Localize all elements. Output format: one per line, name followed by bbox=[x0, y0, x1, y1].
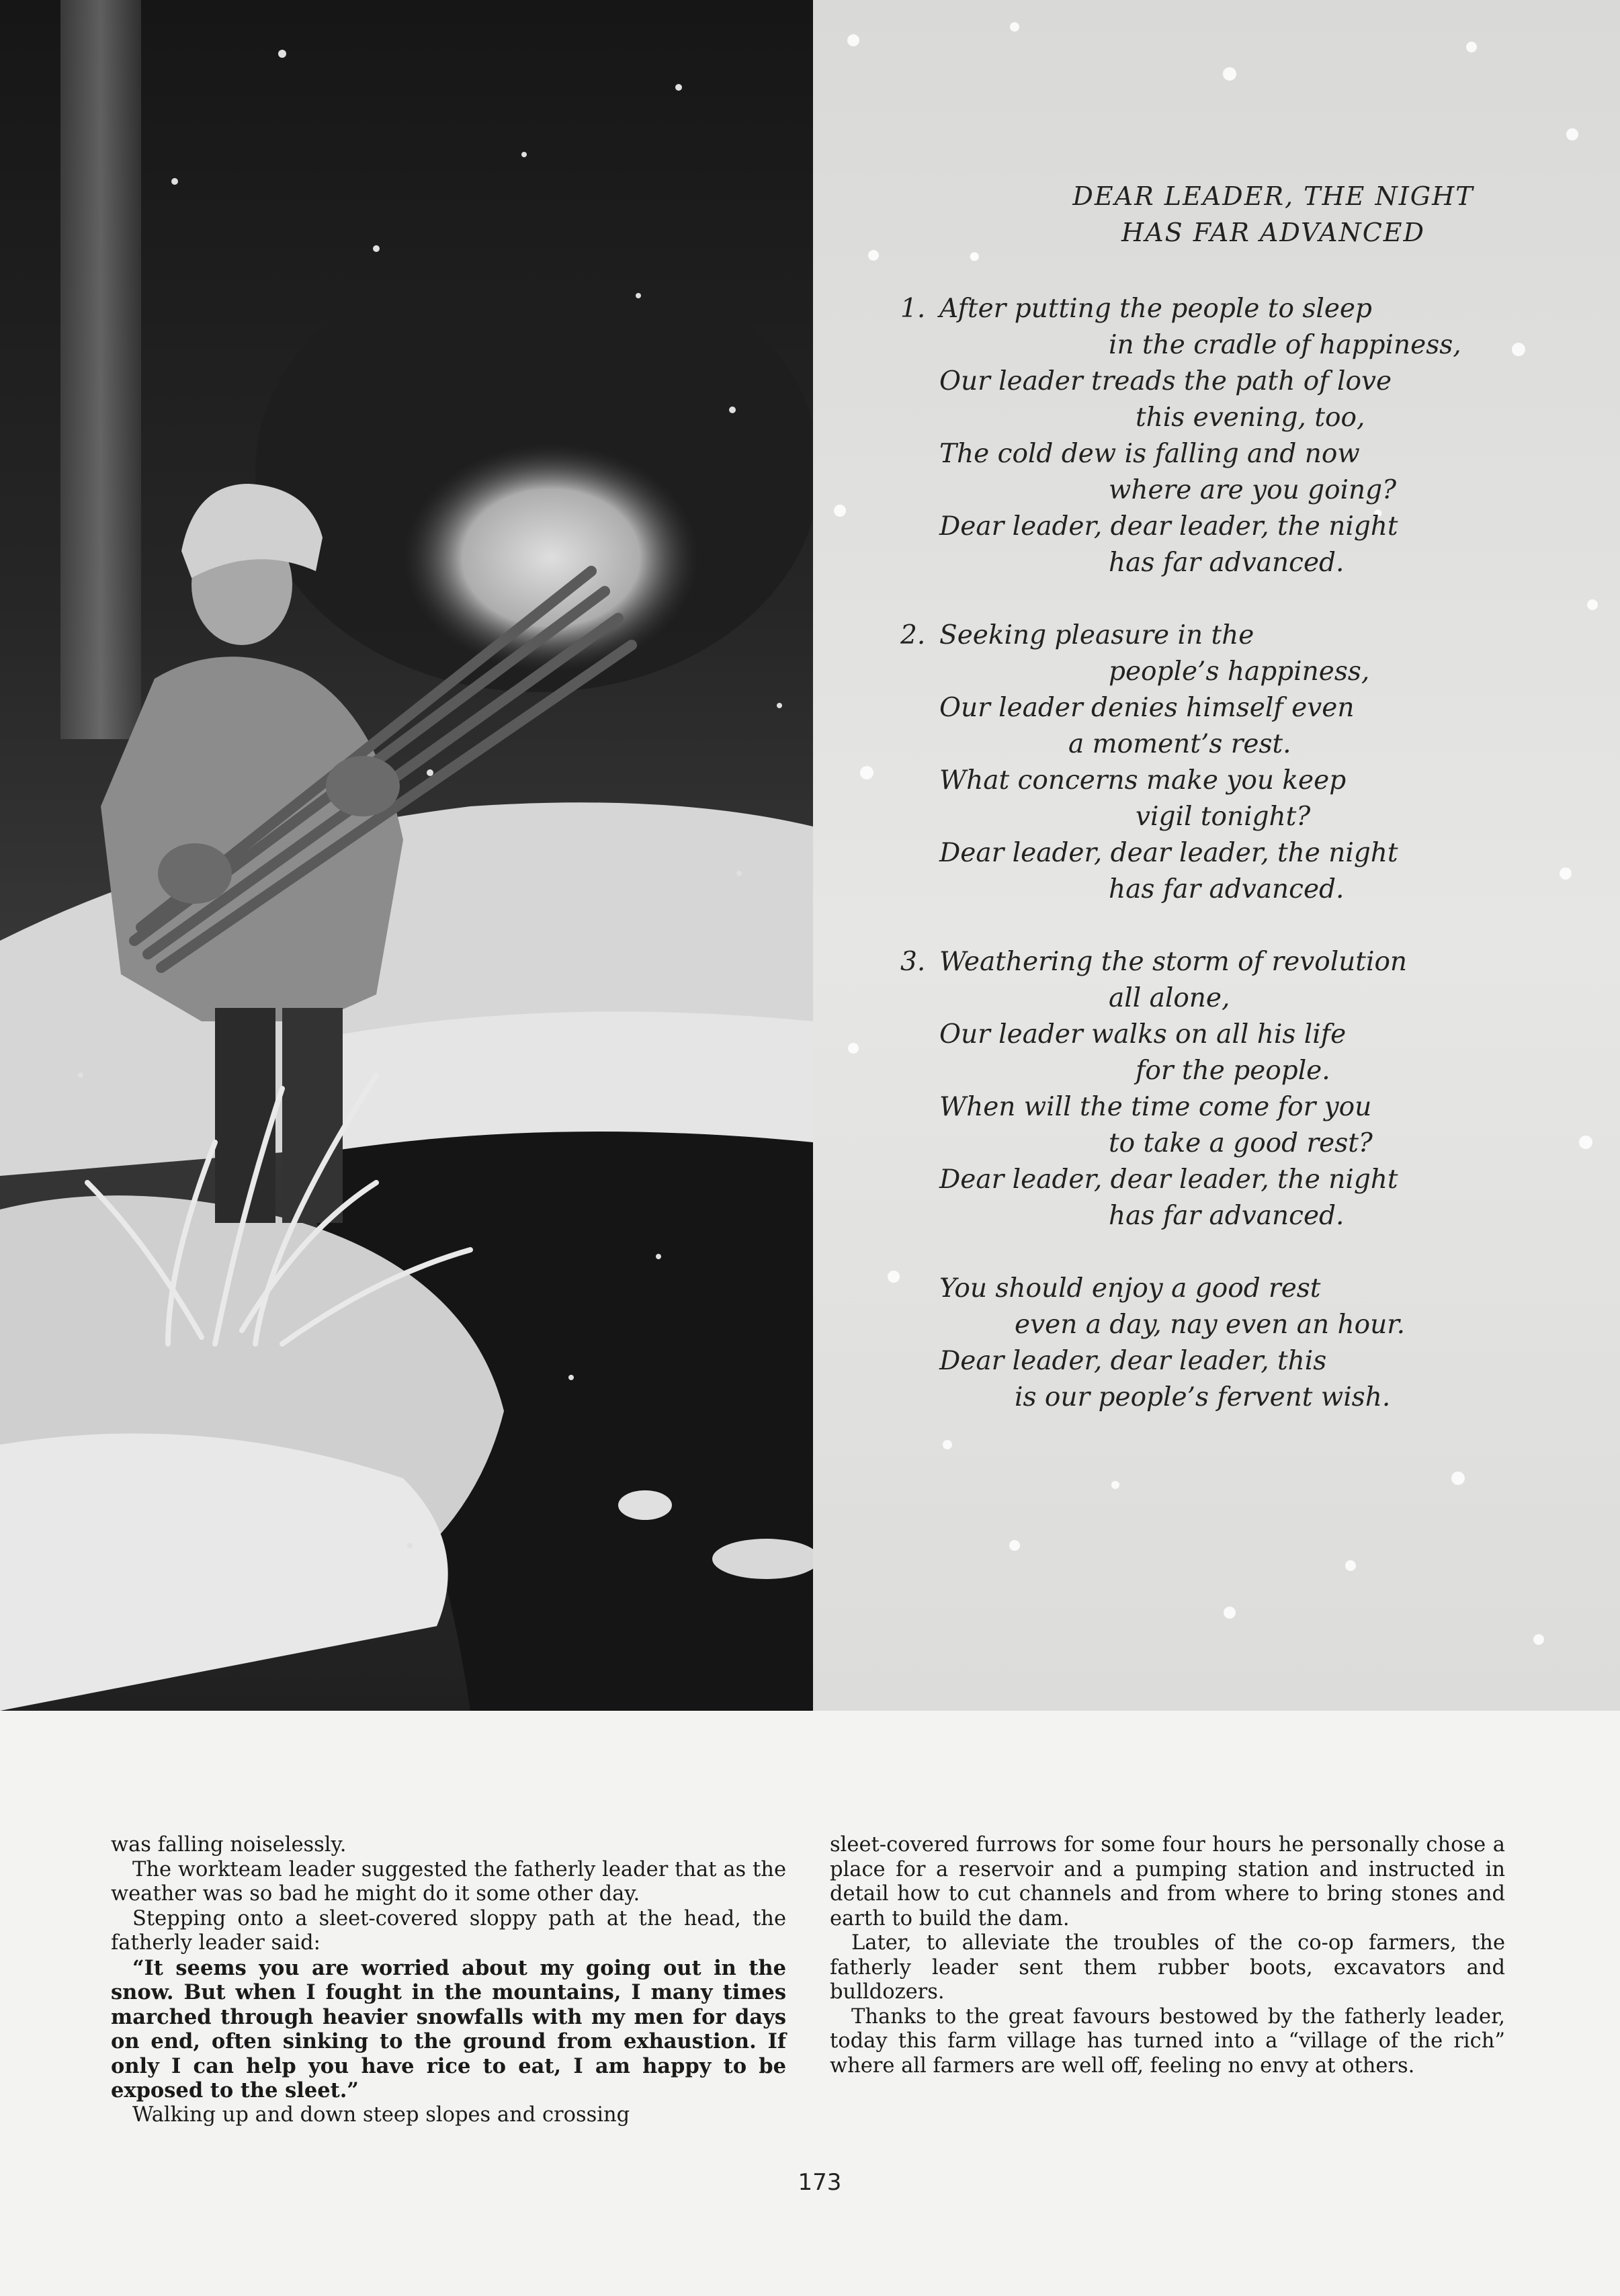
paragraph: Walking up and down steep slopes and crossing bbox=[132, 2102, 630, 2127]
paragraph: was falling noiselessly. bbox=[111, 1833, 347, 1857]
poem-line: all alone, bbox=[1109, 983, 1230, 1013]
poem-line: Our leader walks on all his life bbox=[939, 1019, 1347, 1050]
poem-coda bbox=[900, 1271, 1572, 1416]
poem-line: even a day, nay even an hour. bbox=[1015, 1310, 1405, 1340]
poem-line: You should enjoy a good rest bbox=[939, 1273, 1321, 1304]
stanza-1 bbox=[900, 291, 1572, 581]
poem-line: Dear leader, dear leader, the night bbox=[939, 838, 1398, 868]
poem-line: Dear leader, dear leader, the night bbox=[939, 1164, 1398, 1195]
paragraph: Later, to alleviate the troubles of the co-op farmers, the fatherly leader sent them rubber boots, excavators and bulldozers. bbox=[830, 1931, 1505, 2004]
poem-title-line: HAS FAR ADVANCED bbox=[1121, 218, 1425, 247]
poem-line: What concerns make you keep bbox=[939, 765, 1347, 796]
poem-line: The cold dew is falling and now bbox=[939, 439, 1360, 469]
paragraph: The workteam leader suggested the fatherly leader that as the weather was so bad he might do it some other day. bbox=[111, 1857, 786, 1906]
poem-line: to take a good rest? bbox=[1109, 1128, 1373, 1158]
poem-line: Dear leader, dear leader, the night bbox=[939, 511, 1398, 542]
poem-panel bbox=[813, 0, 1620, 1711]
poem-title-line: DEAR LEADER, THE NIGHT bbox=[1072, 181, 1474, 211]
stanza-2 bbox=[900, 618, 1572, 908]
paragraph: Stepping onto a sleet-covered sloppy path at the head, the fatherly leader said: bbox=[111, 1906, 786, 1955]
poem-line: Weathering the storm of revolution bbox=[939, 947, 1408, 977]
poem-line: has far advanced. bbox=[1109, 874, 1345, 904]
quote-paragraph: “It seems you are worried about my going out in the snow. But when I fought in the mountains, I many times marched through heavier snowfalls with my men for days on end, often sinking to the ground from exhaustion. If only I can help you have rice to eat, I am happy to be exposed to the sleet.” bbox=[111, 1955, 786, 2102]
poem-line: has far advanced. bbox=[1109, 1201, 1345, 1231]
poem-line: Our leader treads the path of love bbox=[939, 366, 1392, 396]
stanza-number: 2. bbox=[900, 620, 926, 650]
poem-line: Seeking pleasure in the bbox=[939, 620, 1254, 650]
poem-line: vigil tonight? bbox=[1136, 802, 1311, 832]
page-number: 173 bbox=[798, 2169, 842, 2196]
poem-line: this evening, too, bbox=[1136, 402, 1365, 433]
poem bbox=[900, 178, 1572, 1452]
poem-line: for the people. bbox=[1136, 1056, 1330, 1086]
body-column-left bbox=[111, 1833, 786, 2127]
body-column-right bbox=[830, 1833, 1505, 2078]
poem-line: people’s happiness, bbox=[1109, 656, 1370, 687]
painting-illustration bbox=[0, 0, 813, 1711]
poem-line: Our leader denies himself even bbox=[939, 693, 1355, 723]
poem-line: where are you going? bbox=[1109, 475, 1397, 505]
stanza-number: 3. bbox=[900, 947, 926, 977]
poem-title bbox=[974, 178, 1572, 251]
poem-line: After putting the people to sleep bbox=[939, 294, 1372, 324]
poem-line: has far advanced. bbox=[1109, 548, 1345, 578]
poem-line: in the cradle of happiness, bbox=[1109, 330, 1461, 360]
paragraph: sleet-covered furrows for some four hours he personally chose a place for a reservoir and a pumping station and instructed in detail how to cut channels and from where to bring stones and earth to build the dam. bbox=[830, 1833, 1505, 1930]
poem-line: is our people’s fervent wish. bbox=[1015, 1382, 1391, 1412]
paragraph: Thanks to the great favours bestowed by the fatherly leader, today this farm village has turned into a “village of the rich” where all farmers are well off, feeling no envy at others. bbox=[830, 2004, 1505, 2078]
stanza-3 bbox=[900, 944, 1572, 1234]
poem-line: When will the time come for you bbox=[939, 1092, 1372, 1122]
painting-man-carrying-firewood-in-snow bbox=[0, 0, 813, 1711]
poem-line: a moment’s rest. bbox=[1068, 729, 1291, 759]
poem-line: Dear leader, dear leader, this bbox=[939, 1346, 1327, 1376]
stanza-number: 1. bbox=[900, 294, 926, 324]
